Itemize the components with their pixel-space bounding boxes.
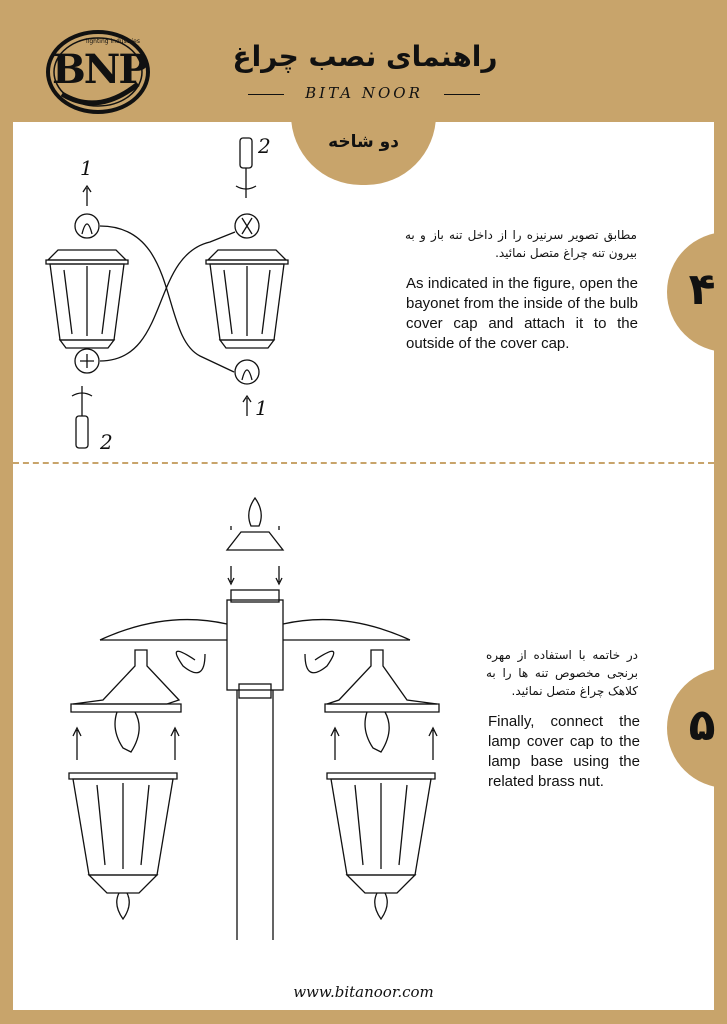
right-lantern-body (327, 773, 435, 919)
screwdriver-top-icon (236, 138, 256, 198)
label-top-right: 2 (258, 134, 271, 158)
footer-website: www.bitanoor.com (293, 983, 434, 1001)
left-top-finial (75, 214, 99, 238)
step5-diagram (55, 490, 455, 950)
step5-text-en: Finally, connect the lamp cover cap to the lamp base using the related brass nut. (488, 713, 640, 790)
brand-subtitle: BITA NOOR (248, 84, 480, 102)
section-divider (13, 462, 714, 464)
section-title: دو شاخه (328, 132, 399, 152)
page-title: راهنمای نصب چراغ (232, 40, 498, 73)
brand-logo (42, 24, 154, 120)
left-lantern-body (69, 773, 177, 919)
right-bottom-finial (235, 360, 259, 384)
left-lamp-cap (71, 650, 181, 752)
left-lantern (46, 250, 128, 348)
pole (227, 590, 283, 940)
right-top-bayonet (235, 214, 259, 238)
label-top-left: 1 (80, 156, 93, 180)
step5-number: ۵ (688, 700, 716, 751)
left-bottom-bayonet (75, 349, 99, 373)
logo-letters: BNP (52, 46, 147, 93)
pole-top-cap (227, 498, 283, 550)
label-bottom-right: 1 (255, 396, 268, 420)
step4-diagram (30, 136, 350, 456)
step4-number: ۴ (688, 264, 716, 315)
step4-text-fa: مطابق تصویر سرنیزه را از داخل تنه باز و به بیرون تنه چراغ متصل نمائید. (405, 228, 637, 260)
label-bottom-left: 2 (100, 430, 113, 454)
screwdriver-bottom-icon (72, 386, 92, 448)
step4-text-en: As indicated in the figure, open the bayonet from the inside of the bulb cover cap and attach it to the outside of the cover cap. (406, 275, 638, 352)
transfer-arrow-top (100, 226, 234, 372)
step5-text-fa: در خاتمه با استفاده از مهره برنجی مخصوص تنه ها را به کلاهک چراغ متصل نمائید. (486, 648, 638, 698)
logo-tagline: lighting industries (86, 38, 140, 45)
right-lantern (206, 250, 288, 348)
right-lamp-cap (325, 650, 439, 752)
